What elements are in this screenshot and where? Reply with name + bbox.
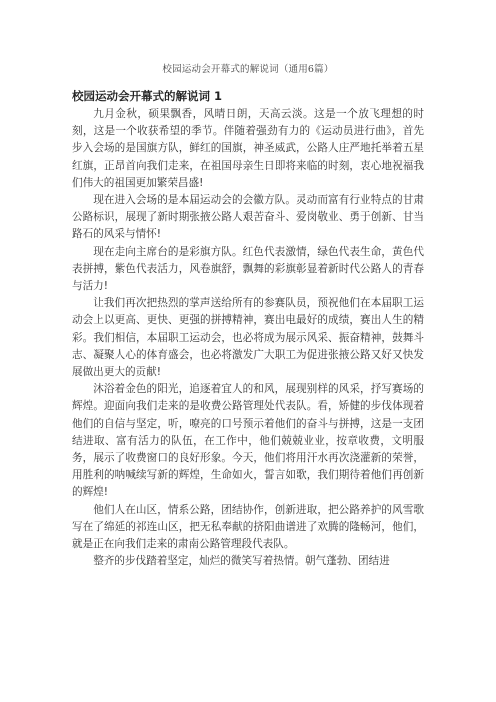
- paragraph: 整齐的步伐踏着坚定，灿烂的微笑写着热情。朝气蓬勃、团结进: [93, 555, 390, 568]
- paragraph: 沐浴着金色的阳光，追逐着宜人的和风，展现别样的风采，抒写赛场的辉煌。迎面向我们走来的是收费公路管理处代表队。看，矫健的步伐体现着他们的自信与坚定，听，嘹亮的口号预示着他们的奋斗与拼搏，这是一支团结进取、富有活力的队伍，在工作中，他们兢兢业业，按章收费，文明服务，展示了收费窗口的良好形象。今天，他们将用汗水再次浇灌新的荣誉，用胜利的呐喊续写新的辉煌，生命如火，誓言如歌，我们期待着他们再创新的辉煌!: [72, 383, 424, 499]
- paragraph: 让我们再次把热烈的掌声送给所有的参赛队员，预祝他们在本届职工运动会上以更高、更快、更强的拼搏精神，赛出电最好的成绩，赛出人生的精彩。我们相信，本届职工运动会，也必将成为展示风采、振奋精神，鼓舞斗志、凝聚人心的体育盛会，也必将激发广大职工为促进张掖公路又好又快发展做出更大的贡献!: [72, 297, 424, 379]
- section-title: 校园运动会开幕式的解说词 1: [72, 89, 223, 103]
- paragraph: 九月金秋，硕果飘香，风晴日朗，天高云淡。这是一个放飞理想的时刻，这是一个收获希望的季节。伴随着强劲有力的《运动员进行曲》，首先步入会场的是国旗方队，鲜红的国旗，神圣威武，公路人庄严地托举着五星红旗，正昂首向我们走来，在祖国母亲生日即将来临的时刻，衷心地祝福我们伟大的祖国更加繁荣昌盛!: [72, 108, 424, 189]
- document-header-title: 校园运动会开幕式的解说词（通用6篇）: [162, 64, 334, 75]
- document-body: [72, 88, 424, 570]
- paragraph: 现在进入会场的是本届运动会的会徽方队。灵动而富有行业特点的甘肃公路标识，展现了新时期张掖公路人艰苦奋斗、爱岗敬业、勇于创新、甘当路石的风采与情怀!: [72, 194, 424, 241]
- paragraph: 现在走向主席台的是彩旗方队。红色代表激情，绿色代表生命，黄色代表拼搏，紫色代表活力，风卷旗舒，飘舞的彩旗彰显着新时代公路人的青春与活力!: [72, 245, 424, 293]
- paragraph: 他们人在山区，情系公路，团结协作，创新进取，把公路养护的风雪歌写在了绵延的祁连山区，把无私奉献的挤阳曲谱进了欢腾的隆畅河，他们，就是正在向我们走来的肃南公路管理段代表队。: [72, 503, 424, 551]
